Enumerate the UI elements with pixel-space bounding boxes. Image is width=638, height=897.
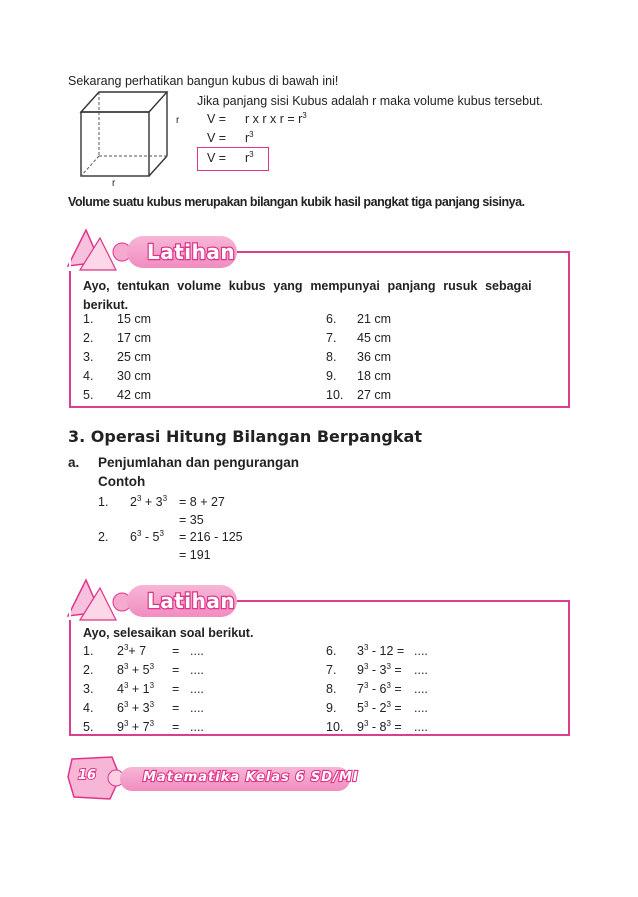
latihan-2-rest: - 2 — [368, 701, 387, 715]
formula-2-exp: 3 — [249, 130, 254, 139]
cube-figure — [75, 82, 175, 186]
volume-statement: Volume suatu kubus merupakan bilangan kubik hasil pangkat tiga panjang sisinya. — [68, 195, 525, 209]
latihan-2-item-expression — [357, 681, 402, 697]
latihan-1-item-value: 36 cm — [357, 350, 392, 364]
formula-1-exp: 3 — [302, 111, 307, 120]
latihan-2-rest: + 3 — [128, 701, 150, 715]
latihan-1-item-value: 27 cm — [357, 388, 392, 402]
latihan-1-item-value: 15 cm — [117, 312, 152, 326]
section-3a-number: a. — [68, 455, 80, 470]
latihan-2-equals: = — [172, 644, 180, 658]
latihan-2-item-expression — [117, 662, 154, 678]
latihan-2-rest: - 3 — [368, 663, 387, 677]
formula-3-text: r — [245, 151, 250, 165]
latihan-1-title: Latihan — [147, 240, 236, 264]
formula-2-right — [245, 130, 254, 146]
example-2-base-a: 6 — [130, 530, 137, 544]
latihan-1-item-value: 21 cm — [357, 312, 392, 326]
latihan-1-item-number: 6. — [326, 312, 337, 326]
latihan-2-exp-a: 3 — [123, 719, 129, 728]
latihan-2-exp-b: 3 — [386, 719, 391, 728]
latihan-2-item-number: 2. — [83, 663, 94, 677]
section-3-heading: 3. Operasi Hitung Bilangan Berpangkat — [68, 427, 422, 446]
latihan-2-base-a: 5 — [357, 701, 364, 715]
latihan-2-base-a: 8 — [117, 663, 124, 677]
latihan-1-item-number: 2. — [83, 331, 94, 345]
latihan-2-item-number: 7. — [326, 663, 337, 677]
latihan-2-exp-b: 3 — [149, 700, 155, 709]
example-1-result-2: = 35 — [179, 513, 204, 527]
formula-1-right — [245, 111, 307, 127]
latihan-2-answer-blank: .... — [414, 720, 428, 734]
example-1-number: 1. — [98, 495, 109, 509]
cube-side-label: r — [176, 115, 180, 126]
formula-3-exp: 3 — [249, 150, 254, 159]
latihan-2-rest: - 8 — [368, 720, 387, 734]
latihan-2-exp-b: 3 — [386, 662, 391, 671]
latihan-2-title: Latihan — [147, 589, 236, 613]
latihan-1-item-number: 10. — [326, 388, 344, 402]
latihan-2-base-a: 9 — [117, 720, 124, 734]
latihan-2-base-a: 2 — [117, 644, 124, 658]
example-1-base-a: 2 — [130, 495, 137, 509]
latihan-2-base-a: 6 — [117, 701, 124, 715]
latihan-2-rest: + 7 — [128, 720, 150, 734]
latihan-2-exp-a: 3 — [363, 643, 369, 652]
latihan-2-item-expression — [117, 681, 154, 697]
latihan-2-answer-blank: .... — [190, 663, 204, 677]
footer-title: Matematika Kelas 6 SD/MI — [143, 770, 359, 785]
latihan-1-item-value: 17 cm — [117, 331, 152, 345]
latihan-2-equals: = — [172, 682, 180, 696]
latihan-2-item-number: 5. — [83, 720, 94, 734]
latihan-2-rest: + 5 — [128, 663, 150, 677]
latihan-2-exp-b: 3 — [149, 681, 155, 690]
formula-1-left: V = — [207, 112, 227, 126]
latihan-2-item-expression — [117, 719, 154, 735]
latihan-2-exp-a: 3 — [123, 643, 129, 652]
latihan-1-instruction-1: Ayo, tentukan volume kubus yang mempunyai panjang rusuk sebagai — [83, 279, 532, 293]
latihan-2-equals: = — [390, 701, 402, 715]
example-1-base-b: + 3 — [141, 495, 163, 509]
intro-line-2: Jika panjang sisi Kubus adalah r maka volume kubus tersebut. — [197, 94, 544, 108]
formula-3-left: V = — [207, 151, 227, 165]
latihan-2-rest: + 1 — [128, 682, 150, 696]
latihan-2-equals: = — [390, 682, 402, 696]
latihan-2-base-a: 7 — [357, 682, 364, 696]
latihan-2-base-a: 3 — [357, 644, 364, 658]
latihan-2-item-expression — [117, 643, 146, 659]
latihan-2-answer-blank: .... — [414, 663, 428, 677]
latihan-1-instruction-2: berikut. — [83, 298, 129, 312]
latihan-2-item-expression — [357, 719, 402, 735]
latihan-2-item-number: 8. — [326, 682, 337, 696]
latihan-2-answer-blank: .... — [414, 644, 428, 658]
latihan-2-instruction: Ayo, selesaikan soal berikut. — [83, 626, 254, 640]
example-1-expression — [130, 494, 167, 510]
latihan-2-item-number: 6. — [326, 644, 337, 658]
latihan-2-item-expression — [357, 700, 402, 716]
latihan-2-exp-b: 3 — [149, 662, 155, 671]
latihan-1-item-value: 30 cm — [117, 369, 152, 383]
latihan-2-item-number: 1. — [83, 644, 94, 658]
latihan-1-item-value: 25 cm — [117, 350, 152, 364]
latihan-2-item-expression — [357, 662, 402, 678]
example-2-expression — [130, 529, 164, 545]
latihan-2-equals: = — [172, 720, 180, 734]
latihan-1-item-number: 3. — [83, 350, 94, 364]
latihan-2-base-a: 9 — [357, 663, 364, 677]
latihan-1-item-number: 8. — [326, 350, 337, 364]
latihan-2-answer-blank: .... — [414, 682, 428, 696]
latihan-1-item-number: 1. — [83, 312, 94, 326]
example-2-result-2: = 191 — [179, 548, 211, 562]
latihan-2-answer-blank: .... — [190, 644, 204, 658]
latihan-2-item-number: 3. — [83, 682, 94, 696]
latihan-2-exp-b: 3 — [149, 719, 155, 728]
latihan-1-item-number: 4. — [83, 369, 94, 383]
latihan-2-equals: = — [390, 720, 402, 734]
latihan-1-item-number: 7. — [326, 331, 337, 345]
example-2-number: 2. — [98, 530, 109, 544]
example-2-result-1: = 216 - 125 — [179, 530, 243, 544]
latihan-1-item-value: 45 cm — [357, 331, 392, 345]
latihan-2-rest: - 6 — [368, 682, 387, 696]
latihan-2-exp-b: 3 — [386, 700, 391, 709]
latihan-2-answer-blank: .... — [414, 701, 428, 715]
latihan-2-answer-blank: .... — [190, 701, 204, 715]
example-2-base-b: - 5 — [141, 530, 160, 544]
latihan-2-exp-a: 3 — [363, 681, 369, 690]
contoh-label: Contoh — [98, 474, 146, 489]
latihan-2-equals: = — [172, 701, 180, 715]
latihan-2-base-a: 9 — [357, 720, 364, 734]
formula-2-left: V = — [207, 131, 227, 145]
example-1-exp-b: 3 — [162, 494, 168, 503]
latihan-2-equals: = — [390, 663, 402, 677]
latihan-2-exp-a: 3 — [123, 662, 129, 671]
latihan-1-frame-gap — [69, 251, 71, 271]
cube-bottom-label: r — [112, 178, 116, 189]
latihan-2-item-expression — [357, 643, 404, 659]
latihan-2-base-a: 4 — [117, 682, 124, 696]
latihan-2-exp-a: 3 — [363, 662, 369, 671]
formula-1-text: r x r x r = r — [245, 112, 303, 126]
formula-2-text: r — [245, 131, 250, 145]
latihan-2-answer-blank: .... — [190, 720, 204, 734]
latihan-2-exp-a: 3 — [363, 700, 369, 709]
latihan-2-item-number: 10. — [326, 720, 344, 734]
example-1-result-1: = 8 + 27 — [179, 495, 225, 509]
latihan-2-equals: = — [172, 663, 180, 677]
latihan-2-item-expression — [117, 700, 154, 716]
latihan-2-exp-a: 3 — [363, 719, 369, 728]
latihan-1-item-value: 18 cm — [357, 369, 392, 383]
section-3a-title: Penjumlahan dan pengurangan — [98, 455, 300, 470]
latihan-2-frame-gap — [69, 600, 71, 620]
page-number: 16 — [78, 768, 97, 783]
latihan-1-item-value: 42 cm — [117, 388, 152, 402]
example-2-exp-b: 3 — [159, 529, 164, 538]
latihan-2-exp-a: 3 — [123, 681, 129, 690]
latihan-2-rest: - 12 = — [368, 644, 405, 658]
intro-line-1: Sekarang perhatikan bangun kubus di bawah ini! — [68, 74, 339, 88]
formula-3-right — [245, 150, 254, 166]
latihan-2-exp-a: 3 — [123, 700, 129, 709]
latihan-2-item-number: 9. — [326, 701, 337, 715]
latihan-1-item-number: 9. — [326, 369, 337, 383]
example-2-exp-a: 3 — [136, 529, 142, 538]
latihan-2-exp-b: 3 — [386, 681, 391, 690]
latihan-1-item-number: 5. — [83, 388, 94, 402]
latihan-2-rest: + 7 — [128, 644, 147, 658]
latihan-2-answer-blank: .... — [190, 682, 204, 696]
example-1-exp-a: 3 — [136, 494, 142, 503]
latihan-2-item-number: 4. — [83, 701, 94, 715]
